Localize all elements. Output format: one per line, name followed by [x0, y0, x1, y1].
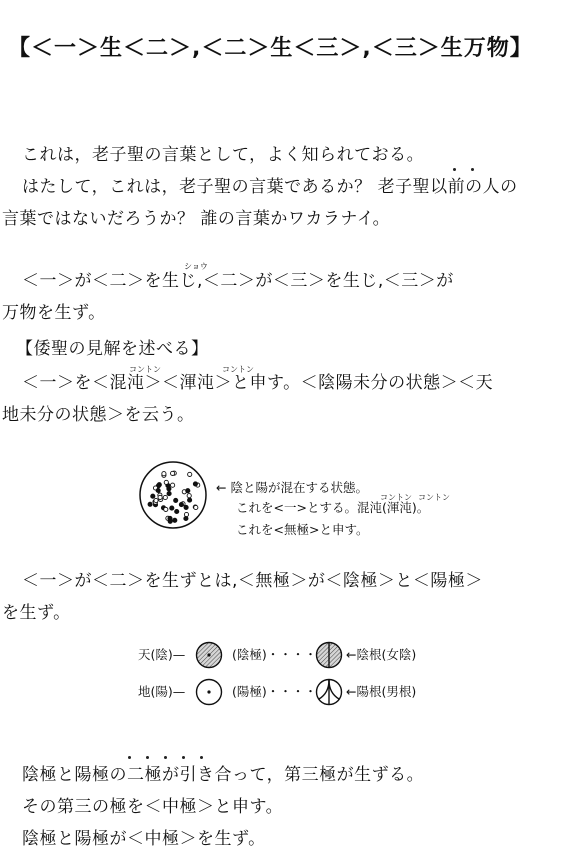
yin-dot [184, 516, 188, 520]
figure2-row1-left: 天(陰)— [138, 647, 186, 662]
paragraph-3-line-2: 万物を生ず。 [2, 303, 106, 323]
ruby-konton-1: コントン [129, 365, 161, 374]
yang-dot [171, 471, 175, 475]
emphasis-dot [128, 756, 131, 759]
mixed-circle-diagram [137, 460, 211, 530]
yin-dot [179, 503, 183, 507]
paragraph-9: 陰極と陽極が＜中極＞を生ず。 [22, 829, 266, 849]
yang-dot [164, 480, 168, 484]
paragraph-6-line-2: を生ず。 [2, 603, 71, 623]
yin-pole-icon [194, 640, 224, 670]
paragraph-2-line-2: 言葉ではないだろうか？ 誰の言葉かワカラナイ。 [2, 209, 391, 229]
yin-dot [175, 509, 179, 513]
figure2-row2-right: ←陽根(男根) [346, 684, 417, 699]
ruby-konton-2: コントン [222, 365, 254, 374]
yin-dot [193, 482, 197, 486]
yin-dot [156, 488, 160, 492]
paragraph-5-line-1: ＜一＞を＜混沌＞＜渾沌＞と申す。＜陰陽未分の状態＞＜天 [22, 373, 494, 393]
yang-dot [163, 495, 167, 499]
figure2-row2-left: 地(陽)— [138, 684, 186, 699]
yin-dot [173, 518, 177, 522]
yin-root-icon [314, 640, 344, 670]
yang-dot [184, 512, 188, 516]
paragraph-2-line-1: はたして，これは，老子聖の言葉であるか？ 老子聖以前の人の [22, 177, 518, 197]
ruby-sho: ショウ [184, 262, 208, 271]
yang-dot [171, 483, 175, 487]
yin-dot [168, 519, 172, 523]
paragraph-3-line-1: ＜一＞が＜二＞を生じ,＜二＞が＜三＞を生じ,＜三＞が [22, 271, 454, 291]
yin-dot [157, 483, 161, 487]
yin-dot [167, 492, 171, 496]
yang-dot [188, 472, 192, 476]
yang-dot [154, 498, 158, 502]
yin-dot [151, 494, 155, 498]
emphasis-dot [182, 756, 185, 759]
paragraph-8: その第三の極を＜中極＞と申す。 [22, 797, 284, 817]
emphasis-dot [146, 756, 149, 759]
emphasis-dot [164, 756, 167, 759]
ruby-konton-3: コントン [380, 493, 412, 502]
section-heading: 【倭聖の見解を述べる】 [16, 339, 209, 359]
yin-dot [148, 502, 152, 506]
figure1-line-3: これを<無極>と申す。 [236, 522, 369, 537]
yang-dot [194, 505, 198, 509]
yin-dot [184, 505, 188, 509]
paragraph-5-line-2: 地未分の状態＞を云う。 [2, 405, 195, 425]
page-title: 【＜一＞生＜二＞,＜二＞生＜三＞,＜三＞生万物】 [8, 36, 533, 61]
yang-pole-icon [194, 677, 224, 707]
yang-dot [162, 472, 166, 476]
yang-root-icon [314, 677, 344, 707]
yin-dot [188, 498, 192, 502]
yin-dot [186, 489, 190, 493]
figure1-line-1: ← 陰と陽が混在する状態。 [216, 480, 368, 495]
yang-dot [187, 494, 191, 498]
figure1-line-2: これを<一>とする。混沌(渾沌)。 [236, 500, 430, 515]
yin-dot [174, 498, 178, 502]
paragraph-1: これは，老子聖の言葉として，よく知られておる。 [22, 145, 425, 165]
emphasis-dot [200, 756, 203, 759]
yang-dot [158, 495, 162, 499]
figure2-row1-right: ←陰根(女陰) [346, 647, 417, 662]
ruby-konton-4: コントン [418, 493, 450, 502]
emphasis-dot [471, 168, 474, 171]
figure2-row2-mid: (陽極)・・・・ [232, 684, 317, 699]
emphasis-dot [453, 168, 456, 171]
figure2-row1-mid: (陰極)・・・・ [232, 647, 317, 662]
paragraph-7: 陰極と陽極の二極が引き合って，第三極が生ずる。 [22, 765, 425, 785]
yang-dot [164, 507, 168, 511]
paragraph-6-line-1: ＜一＞が＜二＞を生ずとは,＜無極＞が＜陰極＞と＜陽極＞ [22, 571, 483, 591]
yin-dot [170, 506, 174, 510]
